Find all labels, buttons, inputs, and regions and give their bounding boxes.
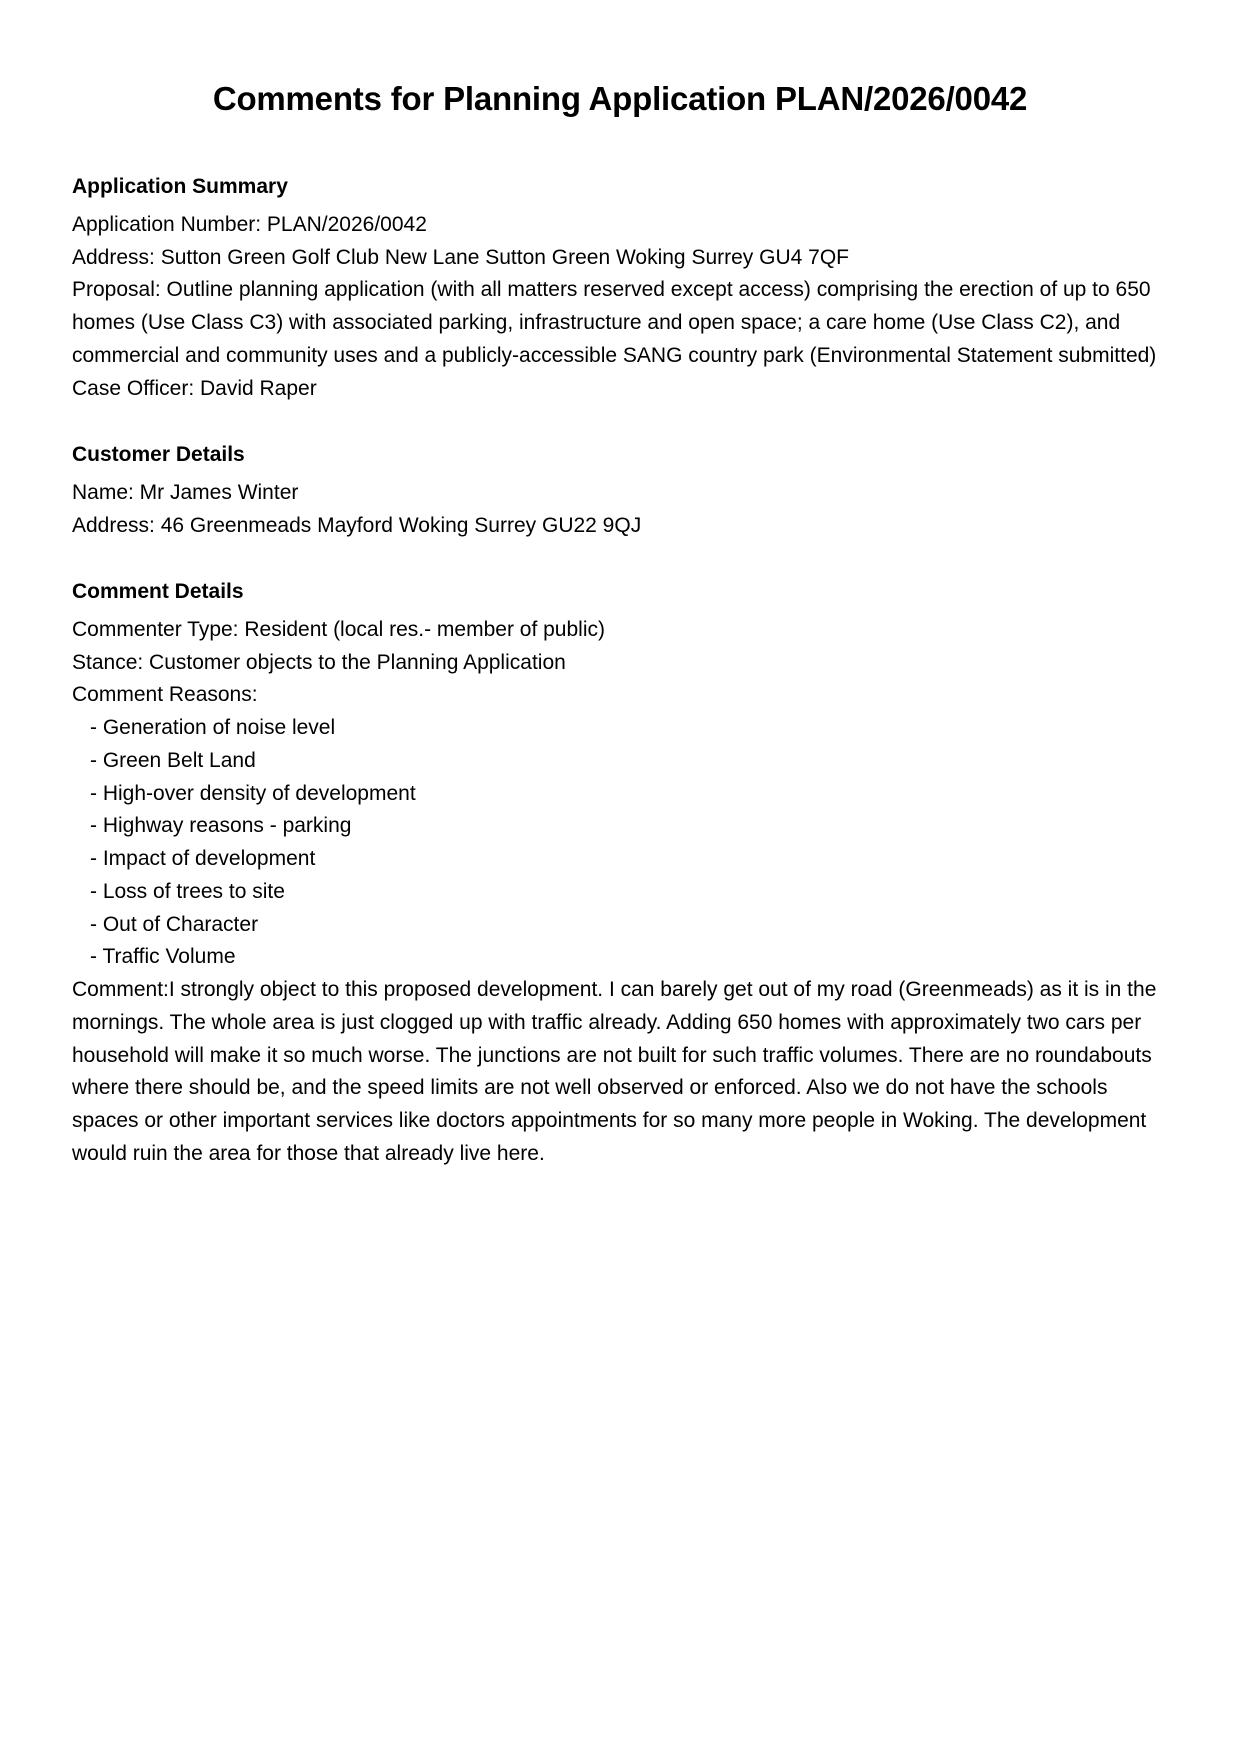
customer-details-section	[72, 439, 1168, 542]
list-item: - Traffic Volume	[72, 941, 1168, 974]
comment-reasons-list	[72, 712, 1168, 974]
commenter-type: Commenter Type: Resident (local res.- member of public)	[72, 617, 605, 641]
comment-details-section	[72, 576, 1168, 1170]
case-officer: Case Officer: David Raper	[72, 376, 317, 400]
application-summary-heading: Application Summary	[72, 175, 288, 199]
list-item: - Highway reasons - parking	[72, 810, 1168, 843]
page-title: Comments for Planning Application PLAN/2026/0042	[212, 80, 1028, 117]
comment-details-heading: Comment Details	[72, 580, 244, 604]
comment-reasons-label: Comment Reasons:	[72, 683, 258, 707]
comment-stance: Stance: Customer objects to the Planning Application	[72, 650, 566, 674]
application-number: Application Number: PLAN/2026/0042	[72, 212, 427, 236]
application-address: Address: Sutton Green Golf Club New Lane Sutton Green Woking Surrey GU4 7QF	[72, 245, 849, 269]
customer-address: Address: 46 Greenmeads Mayford Woking Surrey GU22 9QJ	[72, 513, 642, 537]
list-item: - High-over density of development	[72, 778, 1168, 811]
list-item: - Loss of trees to site	[72, 876, 1168, 909]
customer-details-heading: Customer Details	[72, 443, 245, 467]
comment-body: Comment:I strongly object to this proposed development. I can barely get out of my road (Greenmeads) as it is in the mornings. The whole area is just clogged up with traffic already. Adding 650 homes with approximately two cars per household will make it so much worse. The junctions are not built for such traffic volumes. There are no roundabouts where there should be, and the speed limits are not well observed or enforced. Also we do not have the schools spaces or other important services like doctors appointments for so many more people in Woking. The development would ruin the area for those that already live here.	[72, 978, 1157, 1165]
list-item: - Green Belt Land	[72, 745, 1168, 778]
customer-name: Name: Mr James Winter	[72, 480, 299, 504]
list-item: - Generation of noise level	[72, 712, 1168, 745]
list-item: - Out of Character	[72, 909, 1168, 942]
list-item: - Impact of development	[72, 843, 1168, 876]
application-summary-section	[72, 171, 1168, 405]
application-proposal: Proposal: Outline planning application (with all matters reserved except access) comprising the erection of up to 650 homes (Use Class C3) with associated parking, infrastructure and open space; a care home (Use Class C2), and commercial and community uses and a publicly-accessible SANG country park (Environmental Statement submitted)	[72, 278, 1157, 367]
